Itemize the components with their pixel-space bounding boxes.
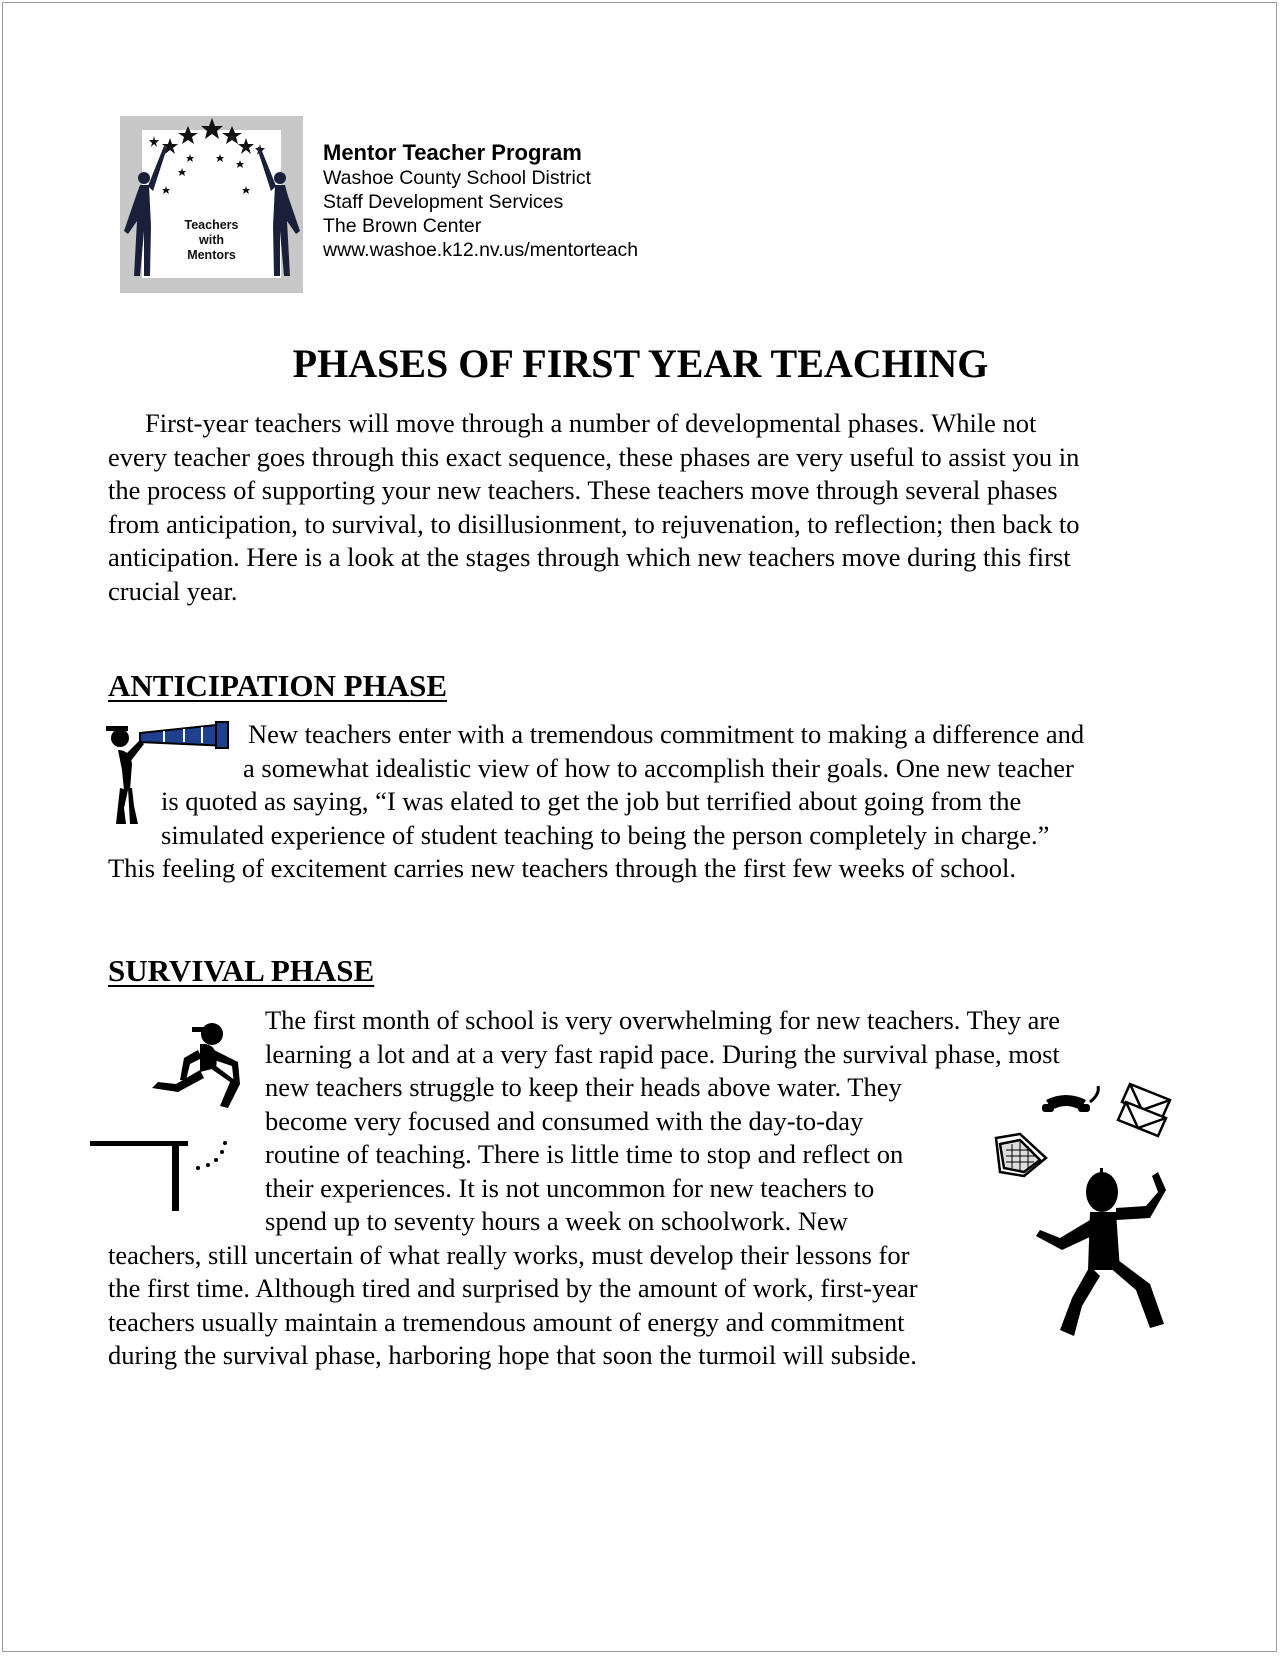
anticipation-heading: ANTICIPATION PHASE xyxy=(108,668,448,703)
teachers-with-mentors-logo xyxy=(120,116,303,293)
survival-line: The first month of school is very overwhelming for new teachers. They are xyxy=(265,1005,1060,1035)
anticipation-paragraph xyxy=(108,718,1084,886)
logo-line-3: Mentors xyxy=(187,248,236,262)
district-name: Washoe County School District xyxy=(323,167,592,189)
logo-line-2: with xyxy=(199,233,224,247)
survival-heading: SURVIVAL PHASE xyxy=(108,953,375,988)
survival-line: spend up to seventy hours a week on schoolwork. New xyxy=(265,1206,848,1236)
intro-line: anticipation. Here is a look at the stages through which new teachers move during this first xyxy=(108,542,1071,572)
survival-line: become very focused and consumed with the day-to-day xyxy=(265,1105,864,1136)
survival-line: during the survival phase, harboring hope that soon the turmoil will subside. xyxy=(108,1340,917,1370)
survival-line: the first time. Although tired and surprised by the amount of work, first-year xyxy=(108,1273,918,1303)
intro-line: the process of supporting your new teachers. These teachers move through several phases xyxy=(108,475,1058,505)
program-name: Mentor Teacher Program xyxy=(323,140,582,165)
survival-line: new teachers struggle to keep their heads above water. They xyxy=(265,1072,902,1102)
survival-line: teachers usually maintain a tremendous amount of energy and commitment xyxy=(108,1306,905,1337)
anticipation-line: a somewhat idealistic view of how to accomplish their goals. One new teacher xyxy=(243,752,1074,783)
intro-paragraph xyxy=(108,407,1079,608)
intro-line: from anticipation, to survival, to disillusionment, to rejuvenation, to reflection; then back to xyxy=(108,508,1080,539)
mentors-stars-icon xyxy=(120,116,303,293)
program-url[interactable]: www.washoe.k12.nv.us/mentorteach xyxy=(323,239,639,261)
survival-line: teachers, still uncertain of what really works, must develop their lessons for xyxy=(108,1239,910,1270)
intro-line: First-year teachers will move through a number of developmental phases. While not xyxy=(145,408,1037,438)
intro-line: crucial year. xyxy=(108,575,238,606)
program-header xyxy=(323,140,638,262)
survival-line: learning a lot and at a very fast rapid pace. During the survival phase, most xyxy=(265,1038,1060,1069)
anticipation-line: is quoted as saying, “I was elated to get the job but terrified about going from the xyxy=(161,786,1022,816)
center-name: The Brown Center xyxy=(323,215,482,237)
page-title: PHASES OF FIRST YEAR TEACHING xyxy=(292,341,989,386)
logo-line-1: Teachers xyxy=(184,218,239,232)
department-name: Staff Development Services xyxy=(323,191,564,213)
survival-line: routine of teaching. There is little time to stop and reflect on xyxy=(265,1139,904,1169)
survival-line: their experiences. It is not uncommon for new teachers to xyxy=(265,1172,875,1203)
anticipation-line: simulated experience of student teaching to being the person completely in charge.” xyxy=(161,819,1050,850)
intro-line: every teacher goes through this exact sequence, these phases are very useful to assist you in xyxy=(108,441,1080,472)
anticipation-line: This feeling of excitement carries new teachers through the first few weeks of school. xyxy=(108,853,1017,883)
survival-paragraph xyxy=(108,1004,1060,1373)
anticipation-line: New teachers enter with a tremendous commitment to making a difference and xyxy=(248,719,1085,749)
